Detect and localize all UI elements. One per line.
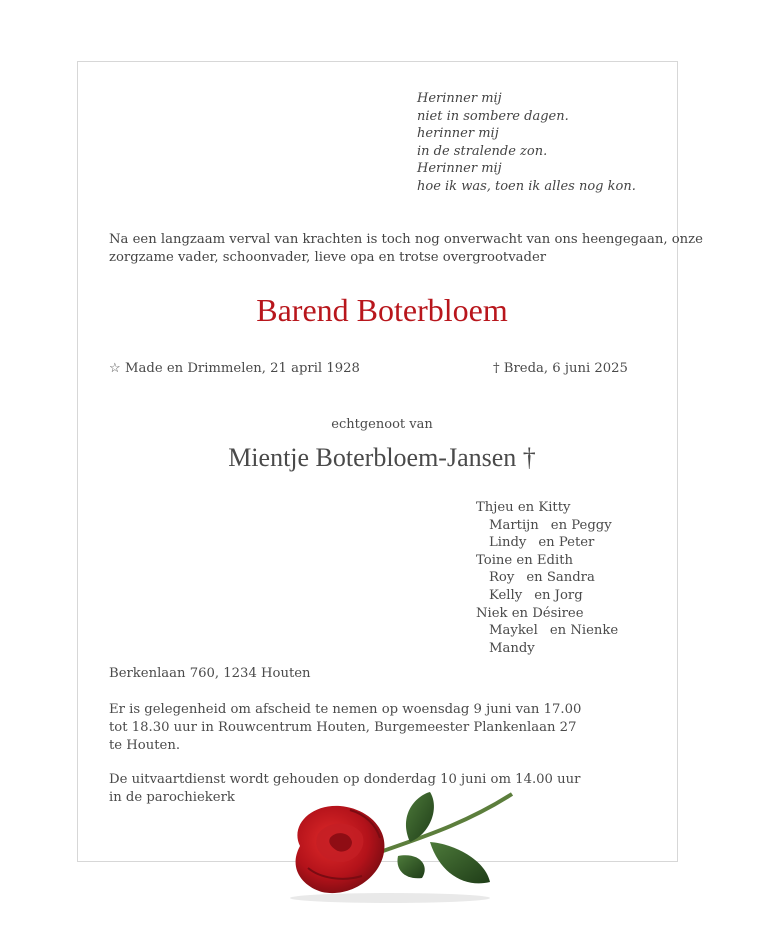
family-member: Niek en Désiree (476, 605, 584, 621)
address: Berkenlaan 760, 1234 Houten (109, 666, 311, 681)
family-member: Maykel en Nienke (489, 623, 619, 639)
birth-text: Made en Drimmelen, 21 april 1928 (125, 361, 360, 376)
poem-line: Herinner mij (417, 161, 502, 177)
announcement-line: Na een langzaam verval van krachten is toch nog onverwacht van ons heengegaan, onze (109, 232, 703, 247)
visitation-line: Er is gelegenheid om afscheid te nemen op woensdag 9 juni van 17.00 (109, 702, 582, 717)
deceased-name: Barend Boterbloem (256, 292, 508, 328)
spouse-name: Mientje Boterbloem-Jansen † (228, 443, 536, 472)
service-line: De uitvaartdienst wordt gehouden op donderdag 10 juni om 14.00 uur (109, 772, 581, 787)
poem (417, 90, 636, 196)
announcement-line: zorgzame vader, schoonvader, lieve opa en trotse overgrootvader (109, 250, 547, 265)
birth-info (109, 361, 360, 376)
family-member: Lindy en Peter (489, 535, 595, 551)
family-member: Mandy (489, 640, 535, 656)
death-info (493, 361, 628, 376)
visitation-line: te Houten. (109, 738, 181, 753)
poem-line: hoe ik was, toen ik alles nog kon. (417, 178, 636, 194)
announcement-text (109, 231, 703, 267)
family-member: Roy en Sandra (489, 570, 595, 586)
visitation-info (109, 701, 581, 755)
star-icon: ☆ (109, 361, 121, 376)
poem-line: niet in sombere dagen. (417, 108, 569, 124)
red-rose-image (280, 786, 520, 906)
family-member: Martijn en Peggy (489, 517, 612, 533)
cross-icon: † (493, 361, 500, 376)
death-text: Breda, 6 juni 2025 (503, 361, 628, 376)
spouse-label: echtgenoot van (331, 417, 433, 432)
visitation-line: tot 18.30 uur in Rouwcentrum Houten, Burgemeester Plankenlaan 27 (109, 720, 577, 735)
service-line: in de parochiekerk (109, 790, 235, 805)
poem-line: Herinner mij (417, 91, 502, 106)
family-member: Kelly en Jorg (489, 587, 583, 603)
poem-line: herinner mij (417, 126, 499, 142)
poem-line: in de stralende zon. (417, 143, 548, 159)
family-member: Thjeu en Kitty (476, 500, 571, 515)
family-list (476, 499, 618, 657)
family-member: Toine en Edith (476, 552, 573, 568)
